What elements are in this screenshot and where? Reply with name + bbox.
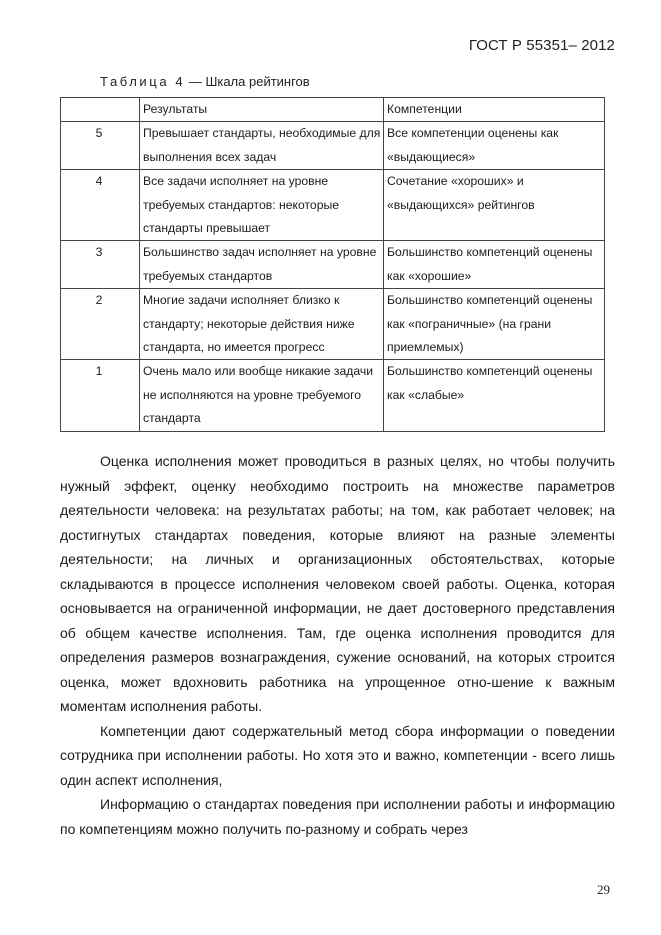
results-cell: Многие задачи исполняет близко к стандарту; некоторые действия ниже стандарта, но имеется прогресс bbox=[140, 289, 384, 360]
competencies-cell: Все компетенции оценены как «выдающиеся» bbox=[384, 122, 605, 170]
table-row bbox=[61, 241, 605, 289]
table-caption-title: — Шкала рейтингов bbox=[185, 74, 310, 89]
body-text bbox=[60, 449, 615, 841]
results-cell: Превышает стандарты, необходимые для выполнения всех задач bbox=[140, 122, 384, 170]
table-caption-number: Таблица 4 bbox=[100, 74, 186, 89]
table-row bbox=[61, 170, 605, 241]
results-cell: Большинство задач исполняет на уровне требуемых стандартов bbox=[140, 241, 384, 289]
competencies-cell: Большинство компетенций оценены как «слабые» bbox=[384, 360, 605, 431]
results-cell: Очень мало или вообще никакие задачи не исполняются на уровне требуемого стандарта bbox=[140, 360, 384, 431]
competencies-cell: Сочетание «хороших» и «выдающихся» рейтингов bbox=[384, 170, 605, 241]
rating-cell: 4 bbox=[61, 170, 140, 241]
table-row bbox=[61, 360, 605, 431]
competencies-cell: Большинство компетенций оценены как «хорошие» bbox=[384, 241, 605, 289]
paragraph: Информацию о стандартах поведения при исполнении работы и информацию по компетенциям можно получить по-разному и собрать через bbox=[60, 796, 615, 837]
page-number: 29 bbox=[597, 882, 610, 897]
paragraph: Компетенции дают содержательный метод сбора информации о поведении сотрудника при исполнении работы. Но хотя это и важно, компетенции - всего лишь один аспект исполнения, bbox=[60, 722, 615, 788]
rating-cell: 5 bbox=[61, 122, 140, 170]
table-row bbox=[61, 289, 605, 360]
competencies-cell: Большинство компетенций оценены как «пограничные» (на грани приемлемых) bbox=[384, 289, 605, 360]
results-cell: Все задачи исполняет на уровне требуемых стандартов: некоторые стандарты превышает bbox=[140, 170, 384, 241]
table-caption bbox=[100, 74, 310, 89]
table-header-row bbox=[61, 98, 605, 122]
rating-cell: 2 bbox=[61, 289, 140, 360]
rating-cell: 3 bbox=[61, 241, 140, 289]
header-cell-rating bbox=[61, 98, 140, 122]
rating-scale-table bbox=[60, 97, 605, 432]
standard-header: ГОСТ Р 55351– 2012 bbox=[468, 37, 615, 54]
table-row bbox=[61, 122, 605, 170]
rating-cell: 1 bbox=[61, 360, 140, 431]
header-cell-results: Результаты bbox=[140, 98, 384, 122]
paragraph: Оценка исполнения может проводиться в разных целях, но чтобы получить нужный эффект, оценку необходимо построить на множестве параметров деятельности человека: на результатах работы; на том, как работает человек; на достигнутых стандартах поведения, которые влияют на разные элементы деятельности; на личных и организационных обстоятельствах, которые складываются в процессе исполнения человеком своей работы. Оценка, которая основывается на ограниченной информации, не дает достоверного представления об общем качестве исполнения. Там, где оценка исполнения проводится для определения размеров вознаграждения, сужение оснований, на которых строится оценка, может вдохновить работника на упрощенное отно-шение к важным моментам исполнения работы. bbox=[60, 453, 615, 714]
header-cell-competencies: Компетенции bbox=[384, 98, 605, 122]
